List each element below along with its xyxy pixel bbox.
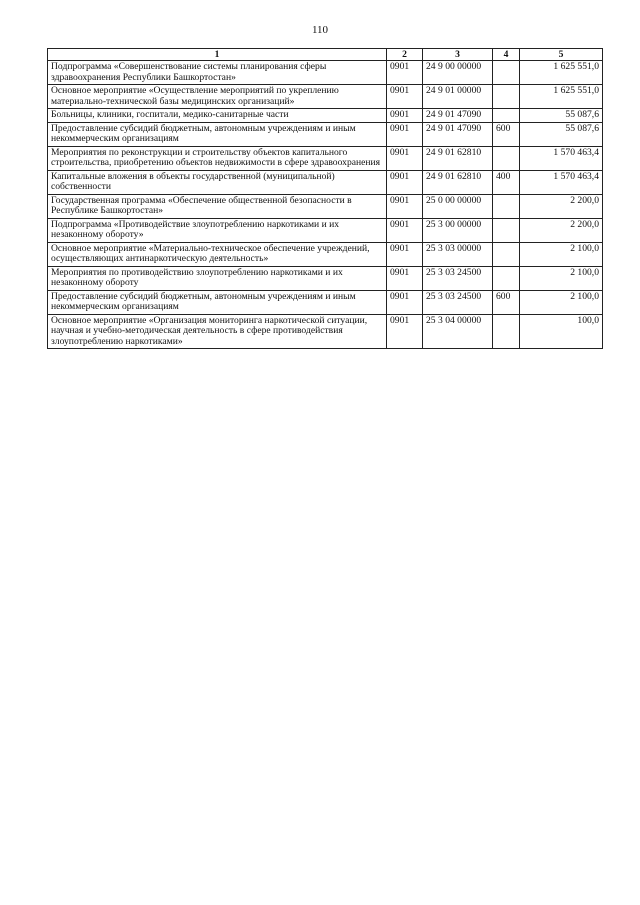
row-amount: 55 087,6 <box>520 122 603 146</box>
row-expense-type <box>493 242 520 266</box>
row-expense-type <box>493 85 520 109</box>
table-row <box>48 61 603 85</box>
row-name: Основное мероприятие «Осуществление мероприятий по укреплению материально-технической базы медицинских организаций» <box>48 85 387 109</box>
row-amount: 2 100,0 <box>520 242 603 266</box>
table-row <box>48 146 603 170</box>
row-target-code: 25 3 03 24500 <box>423 290 493 314</box>
row-target-code: 25 0 00 00000 <box>423 194 493 218</box>
row-section-code: 0901 <box>387 194 423 218</box>
row-expense-type <box>493 194 520 218</box>
column-header-5: 5 <box>520 49 603 61</box>
row-section-code: 0901 <box>387 61 423 85</box>
row-target-code: 24 9 01 47090 <box>423 122 493 146</box>
row-name: Мероприятия по противодействию злоупотреблению наркотиками и их незаконному обороту <box>48 266 387 290</box>
row-section-code: 0901 <box>387 290 423 314</box>
row-name: Основное мероприятие «Организация мониторинга наркотической ситуации, научная и учебно-методическая деятельность в сфере противодействия злоупотреблению наркотиками» <box>48 314 387 349</box>
row-amount: 100,0 <box>520 314 603 349</box>
row-amount: 2 200,0 <box>520 194 603 218</box>
row-target-code: 25 3 03 24500 <box>423 266 493 290</box>
row-expense-type: 600 <box>493 122 520 146</box>
row-section-code: 0901 <box>387 170 423 194</box>
row-target-code: 24 9 01 00000 <box>423 85 493 109</box>
table-row <box>48 266 603 290</box>
row-name: Капитальные вложения в объекты государственной (муниципальной) собственности <box>48 170 387 194</box>
table-header-row <box>48 49 603 61</box>
row-name: Государственная программа «Обеспечение общественной безопасности в Республике Башкортостан» <box>48 194 387 218</box>
column-header-4: 4 <box>493 49 520 61</box>
row-amount: 1 570 463,4 <box>520 170 603 194</box>
row-section-code: 0901 <box>387 122 423 146</box>
row-name: Подпрограмма «Противодействие злоупотреблению наркотиками и их незаконному обороту» <box>48 218 387 242</box>
row-expense-type <box>493 314 520 349</box>
row-target-code: 25 3 03 00000 <box>423 242 493 266</box>
row-expense-type <box>493 109 520 123</box>
row-name: Подпрограмма «Совершенствование системы планирования сферы здравоохранения Республики Башкортостан» <box>48 61 387 85</box>
row-section-code: 0901 <box>387 218 423 242</box>
row-target-code: 25 3 04 00000 <box>423 314 493 349</box>
table-row <box>48 314 603 349</box>
table-row <box>48 109 603 123</box>
row-expense-type <box>493 266 520 290</box>
table-row <box>48 242 603 266</box>
row-amount: 2 200,0 <box>520 218 603 242</box>
row-section-code: 0901 <box>387 266 423 290</box>
row-expense-type <box>493 61 520 85</box>
row-expense-type <box>493 218 520 242</box>
row-target-code: 24 9 01 62810 <box>423 146 493 170</box>
table-row <box>48 170 603 194</box>
table-row <box>48 290 603 314</box>
row-expense-type <box>493 146 520 170</box>
table-row <box>48 122 603 146</box>
row-expense-type: 600 <box>493 290 520 314</box>
column-header-1: 1 <box>48 49 387 61</box>
row-expense-type: 400 <box>493 170 520 194</box>
table-row <box>48 194 603 218</box>
row-name: Больницы, клиники, госпитали, медико-санитарные части <box>48 109 387 123</box>
row-target-code: 24 9 01 47090 <box>423 109 493 123</box>
row-section-code: 0901 <box>387 314 423 349</box>
row-name: Мероприятия по реконструкции и строительству объектов капитального строительства, приобретению объектов недвижимости в сфере здравоохранения <box>48 146 387 170</box>
row-section-code: 0901 <box>387 109 423 123</box>
budget-table <box>47 48 603 349</box>
column-header-2: 2 <box>387 49 423 61</box>
column-header-3: 3 <box>423 49 493 61</box>
table-row <box>48 85 603 109</box>
row-section-code: 0901 <box>387 85 423 109</box>
row-target-code: 25 3 00 00000 <box>423 218 493 242</box>
row-amount: 1 570 463,4 <box>520 146 603 170</box>
row-target-code: 24 9 01 62810 <box>423 170 493 194</box>
row-section-code: 0901 <box>387 242 423 266</box>
row-name: Основное мероприятие «Материально-техническое обеспечение учреждений, осуществляющих антинаркотическую деятельность» <box>48 242 387 266</box>
row-amount: 55 087,6 <box>520 109 603 123</box>
row-section-code: 0901 <box>387 146 423 170</box>
row-target-code: 24 9 00 00000 <box>423 61 493 85</box>
page-number: 110 <box>311 24 329 36</box>
row-amount: 2 100,0 <box>520 266 603 290</box>
row-amount: 1 625 551,0 <box>520 61 603 85</box>
row-amount: 1 625 551,0 <box>520 85 603 109</box>
row-name: Предоставление субсидий бюджетным, автономным учреждениям и иным некоммерческим организациям <box>48 290 387 314</box>
table-row <box>48 218 603 242</box>
row-amount: 2 100,0 <box>520 290 603 314</box>
row-name: Предоставление субсидий бюджетным, автономным учреждениям и иным некоммерческим организациям <box>48 122 387 146</box>
